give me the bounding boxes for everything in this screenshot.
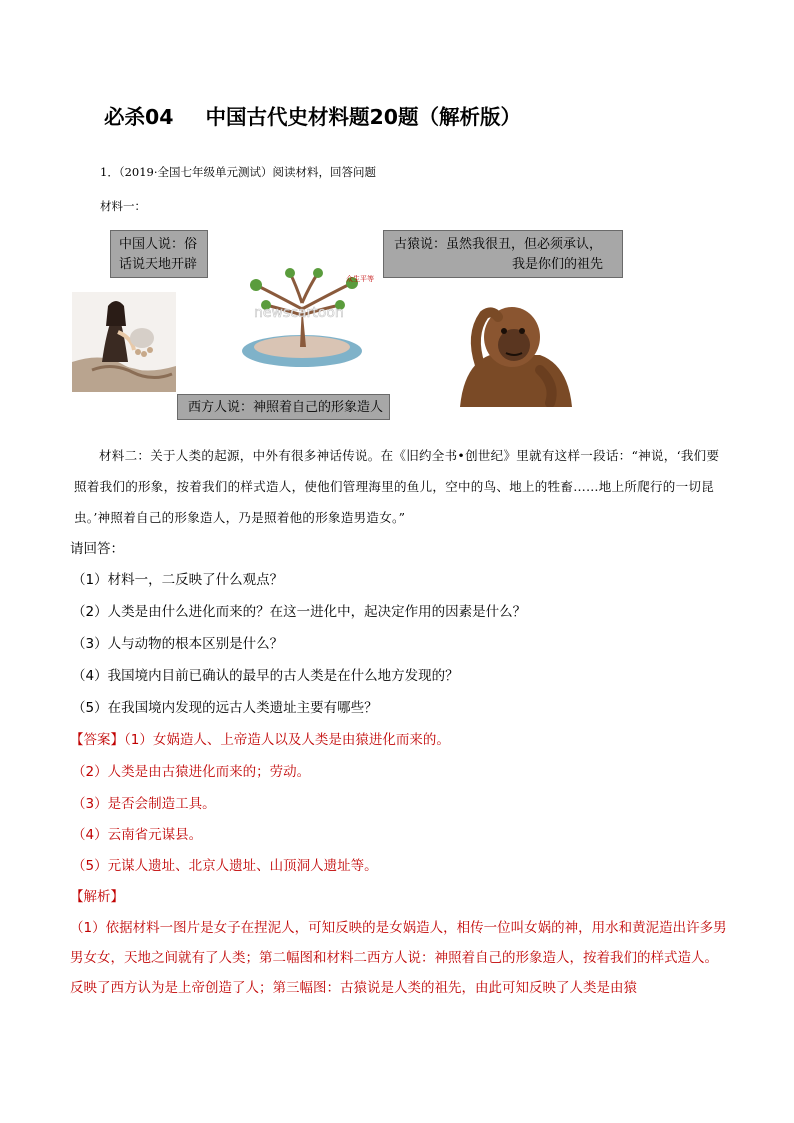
- answer-line: （2）人类是由古猿进化而来的；劳动。: [72, 764, 311, 780]
- caption-western: 西方人说：神照着自己的形象造人: [177, 394, 390, 420]
- caption-chinese: [110, 230, 208, 278]
- material2-text: 材料二：关于人类的起源，中外有很多神话传说。在《旧约全书•创世纪》里就有这样一段话：“神说，‘我们要照着我们的形象，按着我们的样式造人，使他们管理海里的鱼儿，空中的鸟、地上的牲畜……地上所爬行的一切昆虫。’神照着自己的形象造人，乃是照着他的形象造男造女。”: [74, 448, 720, 525]
- answer-label: 【答案】: [70, 732, 124, 748]
- answer-line: （4）云南省元谋县。: [72, 827, 203, 843]
- answer-line: （3）是否会制造工具。: [72, 796, 216, 812]
- question-item: （3）人与动物的根本区别是什么？: [72, 636, 284, 652]
- answer-line: （5）元谋人遗址、北京人遗址、山顶洞人遗址等。: [72, 858, 378, 874]
- question-item: （2）人类是由什么进化而来的？在这一进化中，起决定作用的因素是什么？: [72, 604, 527, 620]
- material1-label: 材料一：: [100, 199, 146, 213]
- caption-ape-line1: 古猿说：虽然我很丑，但必须承认，: [394, 237, 603, 252]
- nuwa-illustration: [72, 292, 176, 392]
- page-title: [104, 100, 521, 130]
- caption-chinese-line2: 话说天地开辟: [119, 257, 198, 272]
- caption-ape-line2: 我是你们的祖先: [512, 257, 604, 272]
- caption-ape: [383, 230, 623, 278]
- question-intro: 1．（2019·全国七年级单元测试）阅读材料，回答问题: [100, 165, 376, 179]
- answer-first: （1）女娲造人、上帝造人以及人类是由猿进化而来的。: [124, 732, 450, 748]
- question-item: （5）在我国境内发现的远古人类遗址主要有哪些？: [72, 700, 378, 716]
- tree-corner-text: 众生平等: [346, 275, 374, 283]
- tree-watermark-text: newscartoon: [254, 305, 344, 321]
- answer-prompt: 请回答：: [70, 541, 124, 557]
- title-main: 中国古代史材料题20题（解析版）: [205, 105, 522, 129]
- answer-line: [70, 728, 450, 748]
- analysis-text: （1）依据材料一图片是女子在捏泥人，可知反映的是女娲造人，相传一位叫女娲的神，用水和黄泥造出许多男男女女，天地之间就有了人类；第二幅图和材料二西方人说：神照着自己的形象造人，按着我们的样式造人。反映了西方认为是上帝创造了人；第三幅图：古猿说是人类的祖先，由此可知反映了人类是由猿: [70, 920, 727, 996]
- title-prefix: 必杀04: [104, 105, 174, 129]
- tree-illustration: [236, 265, 377, 369]
- caption-chinese-line1: 中国人说：俗: [119, 237, 198, 252]
- ape-illustration: [450, 295, 578, 407]
- question-item: （1）材料一，二反映了什么观点？: [72, 572, 284, 588]
- analysis-label: 【解析】: [70, 889, 124, 905]
- question-item: （4）我国境内目前已确认的最早的古人类是在什么地方发现的？: [72, 668, 459, 684]
